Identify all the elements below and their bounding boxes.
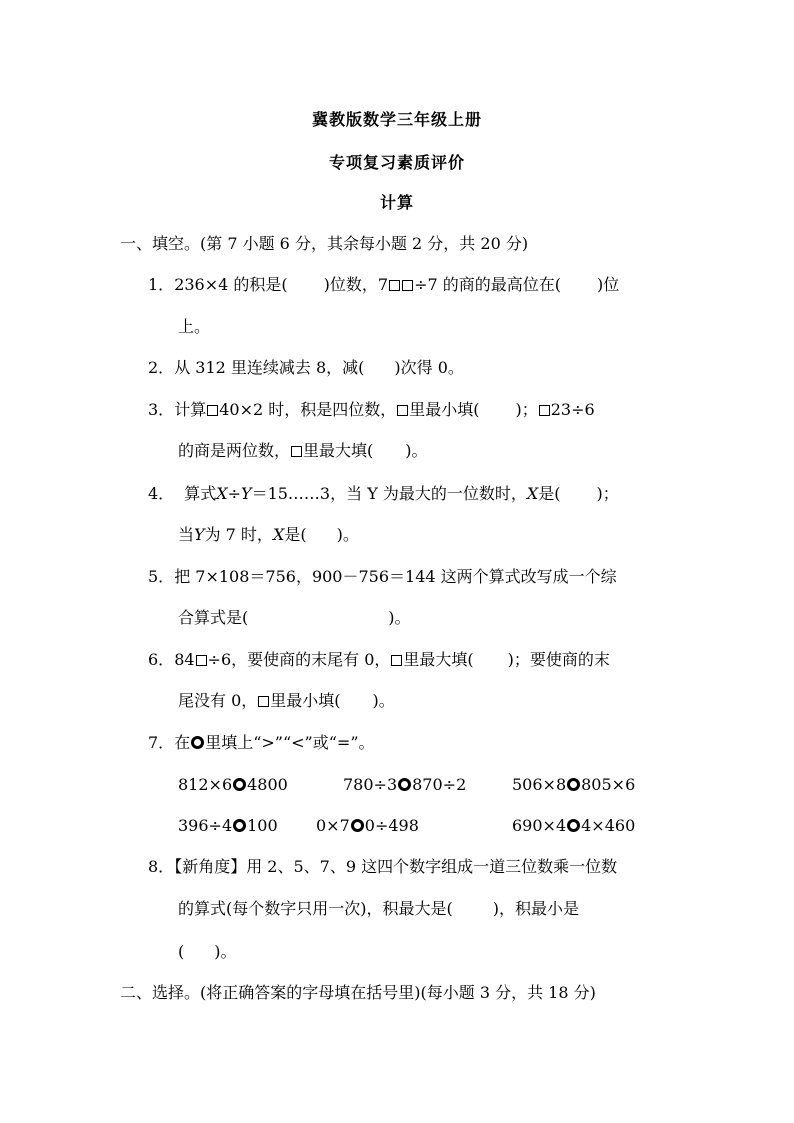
comparison-item: 690×4 4×460 [512,816,636,835]
blank-box [196,655,207,666]
comparison-item: 396÷4 100 [178,816,278,835]
question-number: 6． [148,650,175,669]
blank-box [389,280,400,291]
question-5: 5．把 7×108＝756，900－756＝144 这两个算式改写成一个综 [148,567,617,586]
blank-box [391,655,402,666]
blank-box [402,280,413,291]
document-topic: 计算 [379,193,414,212]
question-5-continued: 合算式是( )。 [178,608,411,627]
compare-circle-icon [398,778,411,791]
document-subtitle: 专项复习素质评价 [328,153,465,172]
compare-circle-icon [567,819,580,832]
section1-heading: 一、填空。(第 7 小题 6 分，其余每小题 2 分，共 20 分) [120,234,529,253]
comparison-item: 780÷3 870÷2 [343,775,467,794]
compare-circle-icon [351,819,364,832]
question-3: 3．计算 40×2 时，积是四位数， 里最小填( )； 23÷6 [148,400,595,419]
question-2: 2．从 312 里连续减去 8，减( )次得 0。 [148,358,464,377]
compare-circle-icon [233,778,246,791]
blank-box [207,405,218,416]
question-6: 6．84 ÷6，要使商的末尾有 0， 里最大填( )；要使商的末 [148,650,610,669]
compare-circle-icon [191,736,204,749]
question-4: 4． 算式X÷Y＝15……3，当 Y 为最大的一位数时，X是( )； [148,484,619,503]
question-4-continued: 当Y为 7 时，X是( )。 [178,525,359,544]
question-8-continued-2: ( )。 [178,942,237,961]
question-3-continued: 的商是两位数， 里最大填( )。 [178,441,428,460]
question-number: 3． [148,400,175,419]
question-1: 1．236×4 的积是( )位数，7 ÷7 的商的最高位在( )位 [148,275,620,294]
compare-circle-icon [567,778,580,791]
comparison-item: 812×6 4800 [178,775,288,794]
question-7: 7．在 里填上“>”“<”或“=”。 [148,733,375,752]
comparison-item: 506×8 805×6 [512,775,636,794]
question-number: 5． [148,567,175,586]
question-6-continued: 尾没有 0， 里最小填( )。 [178,691,395,710]
question-number: 1． [148,275,175,294]
section2-heading: 二、选择。(将正确答案的字母填在括号里)(每小题 3 分，共 18 分) [120,983,596,1002]
compare-circle-icon [233,819,246,832]
document-title: 冀教版数学三年级上册 [311,110,482,129]
blank-box [539,405,550,416]
question-1-continued: 上。 [178,317,211,336]
question-number: 7． [148,733,175,752]
blank-box [291,446,302,457]
question-number: 4． [148,484,175,503]
question-number: 2． [148,358,175,377]
question-number: 8． [148,857,175,876]
comparison-item: 0×7 0÷498 [316,816,419,835]
question-8: 8．【新角度】用 2、5、7、9 这四个数字组成一道三位数乘一位数 [148,857,618,876]
blank-box [258,696,269,707]
question-8-continued: 的算式(每个数字只用一次)，积最大是( )，积最小是 [178,899,579,918]
blank-box [397,405,408,416]
